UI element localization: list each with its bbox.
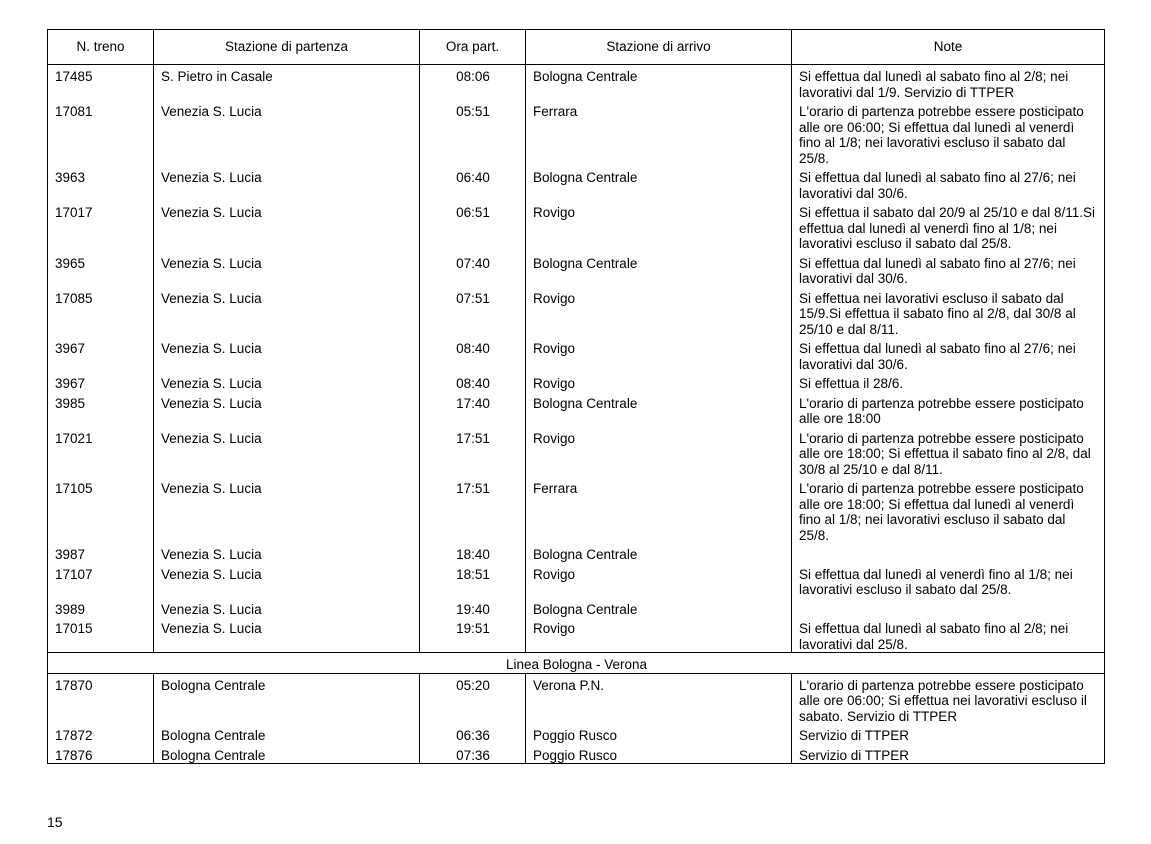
departure-time-cell: 06:51 [420,203,526,254]
train-number-cell: 3963 [48,168,154,203]
note-cell [792,600,1105,620]
arrival-station-cell: Rovigo [526,289,792,340]
note-cell: Si effettua dal lunedì al venerdì fino al 1/8; nei lavorativi escluso il sabato dal 25/8. [792,565,1105,600]
train-number-cell: 17081 [48,102,154,168]
departure-time-cell: 08:40 [420,339,526,374]
note-cell: Si effettua il 28/6. [792,374,1105,394]
departure-time-cell: 19:40 [420,600,526,620]
train-number-cell: 3965 [48,254,154,289]
note-cell: L'orario di partenza potrebbe essere posticipato alle ore 18:00; Si effettua il sabato fino al 2/8, dal 30/8 al 25/10 e dal 8/11. [792,429,1105,480]
arrival-station-cell: Bologna Centrale [526,600,792,620]
section-2-body [48,673,1105,764]
arrival-station-cell: Bologna Centrale [526,65,792,103]
header-arrival-station: Stazione di arrivo [526,30,792,65]
table-row [48,374,1105,394]
arrival-station-cell: Rovigo [526,565,792,600]
table-row [48,619,1105,653]
arrival-station-cell: Poggio Rusco [526,746,792,764]
departure-station-cell: Venezia S. Lucia [154,429,420,480]
departure-time-cell: 07:51 [420,289,526,340]
departure-station-cell: Venezia S. Lucia [154,339,420,374]
table-row [48,565,1105,600]
train-number-cell: 17085 [48,289,154,340]
train-number-cell: 3987 [48,545,154,565]
departure-station-cell: Bologna Centrale [154,673,420,726]
header-row [48,30,1105,65]
train-number-cell: 17105 [48,479,154,545]
train-number-cell: 17021 [48,429,154,480]
departure-time-cell: 17:51 [420,479,526,545]
table-row [48,746,1105,764]
arrival-station-cell: Poggio Rusco [526,726,792,746]
arrival-station-cell: Ferrara [526,102,792,168]
note-cell: Servizio di TTPER [792,726,1105,746]
departure-station-cell: Bologna Centrale [154,726,420,746]
section-2-header [48,653,1105,674]
train-number-cell: 17876 [48,746,154,764]
departure-time-cell: 07:40 [420,254,526,289]
table-row [48,168,1105,203]
note-cell: L'orario di partenza potrebbe essere posticipato alle ore 06:00; Si effettua dal lunedì al venerdì fino al 1/8; nei lavorativi escluso il sabato dal 25/8. [792,102,1105,168]
departure-time-cell: 17:51 [420,429,526,480]
timetable [47,29,1105,764]
arrival-station-cell: Bologna Centrale [526,168,792,203]
note-cell: Si effettua dal lunedì al sabato fino al 27/6; nei lavorativi dal 30/6. [792,254,1105,289]
table-row [48,600,1105,620]
train-number-cell: 17017 [48,203,154,254]
table-row [48,545,1105,565]
table-row [48,289,1105,340]
arrival-station-cell: Bologna Centrale [526,394,792,429]
departure-time-cell: 07:36 [420,746,526,764]
note-cell: L'orario di partenza potrebbe essere posticipato alle ore 06:00; Si effettua nei lavorativi escluso il sabato. Servizio di TTPER [792,673,1105,726]
train-number-cell: 3967 [48,374,154,394]
arrival-station-cell: Rovigo [526,429,792,480]
note-cell: Si effettua dal lunedì al sabato fino al 27/6; nei lavorativi dal 30/6. [792,339,1105,374]
departure-station-cell: Bologna Centrale [154,746,420,764]
table-row [48,203,1105,254]
table-row [48,429,1105,480]
train-number-cell: 17015 [48,619,154,653]
departure-station-cell: Venezia S. Lucia [154,600,420,620]
departure-station-cell: S. Pietro in Casale [154,65,420,103]
departure-station-cell: Venezia S. Lucia [154,479,420,545]
departure-station-cell: Venezia S. Lucia [154,289,420,340]
departure-time-cell: 05:20 [420,673,526,726]
header-train: N. treno [48,30,154,65]
train-number-cell: 3967 [48,339,154,374]
table-row [48,673,1105,726]
departure-time-cell: 06:36 [420,726,526,746]
note-cell: Servizio di TTPER [792,746,1105,764]
arrival-station-cell: Bologna Centrale [526,545,792,565]
table-row [48,254,1105,289]
table-row [48,339,1105,374]
departure-time-cell: 06:40 [420,168,526,203]
note-cell: Si effettua dal lunedì al sabato fino al 2/8; nei lavorativi dal 25/8. [792,619,1105,653]
arrival-station-cell: Rovigo [526,619,792,653]
table-row [48,102,1105,168]
note-cell: Si effettua nei lavorativi escluso il sabato dal 15/9.Si effettua il sabato fino al 2/8, dal 30/8 al 25/10 e dal 8/11. [792,289,1105,340]
train-number-cell: 17107 [48,565,154,600]
departure-station-cell: Venezia S. Lucia [154,203,420,254]
arrival-station-cell: Rovigo [526,203,792,254]
section-title-row [48,653,1105,674]
departure-time-cell: 08:06 [420,65,526,103]
departure-station-cell: Venezia S. Lucia [154,168,420,203]
header-departure-time: Ora part. [420,30,526,65]
departure-station-cell: Venezia S. Lucia [154,102,420,168]
departure-station-cell: Venezia S. Lucia [154,545,420,565]
table-row [48,726,1105,746]
arrival-station-cell: Verona P.N. [526,673,792,726]
departure-time-cell: 18:51 [420,565,526,600]
departure-station-cell: Venezia S. Lucia [154,394,420,429]
note-cell: Si effettua dal lunedì al sabato fino al 27/6; nei lavorativi dal 30/6. [792,168,1105,203]
note-cell: Si effettua dal lunedì al sabato fino al 2/8; nei lavorativi dal 1/9. Servizio di TTPER [792,65,1105,103]
page-number: 15 [47,814,63,830]
arrival-station-cell: Ferrara [526,479,792,545]
arrival-station-cell: Rovigo [526,339,792,374]
note-cell [792,545,1105,565]
departure-station-cell: Venezia S. Lucia [154,374,420,394]
header-notes: Note [792,30,1105,65]
table-row [48,479,1105,545]
departure-station-cell: Venezia S. Lucia [154,254,420,289]
departure-time-cell: 05:51 [420,102,526,168]
note-cell: L'orario di partenza potrebbe essere posticipato alle ore 18:00 [792,394,1105,429]
train-number-cell: 17870 [48,673,154,726]
departure-time-cell: 19:51 [420,619,526,653]
note-cell: Si effettua il sabato dal 20/9 al 25/10 e dal 8/11.Si effettua dal lunedì al venerdì fino al 1/8; nei lavorativi escluso il sabato dal 25/8. [792,203,1105,254]
arrival-station-cell: Rovigo [526,374,792,394]
section-title: Linea Bologna - Verona [48,653,1105,674]
train-number-cell: 17872 [48,726,154,746]
departure-station-cell: Venezia S. Lucia [154,619,420,653]
train-number-cell: 3989 [48,600,154,620]
train-number-cell: 3985 [48,394,154,429]
section-1-body [48,65,1105,653]
note-cell: L'orario di partenza potrebbe essere posticipato alle ore 18:00; Si effettua dal lunedì al venerdì fino al 1/8; nei lavorativi escluso il sabato dal 25/8. [792,479,1105,545]
departure-time-cell: 08:40 [420,374,526,394]
table-row [48,394,1105,429]
departure-time-cell: 18:40 [420,545,526,565]
departure-time-cell: 17:40 [420,394,526,429]
train-number-cell: 17485 [48,65,154,103]
departure-station-cell: Venezia S. Lucia [154,565,420,600]
arrival-station-cell: Bologna Centrale [526,254,792,289]
table-row [48,65,1105,103]
header-departure-station: Stazione di partenza [154,30,420,65]
